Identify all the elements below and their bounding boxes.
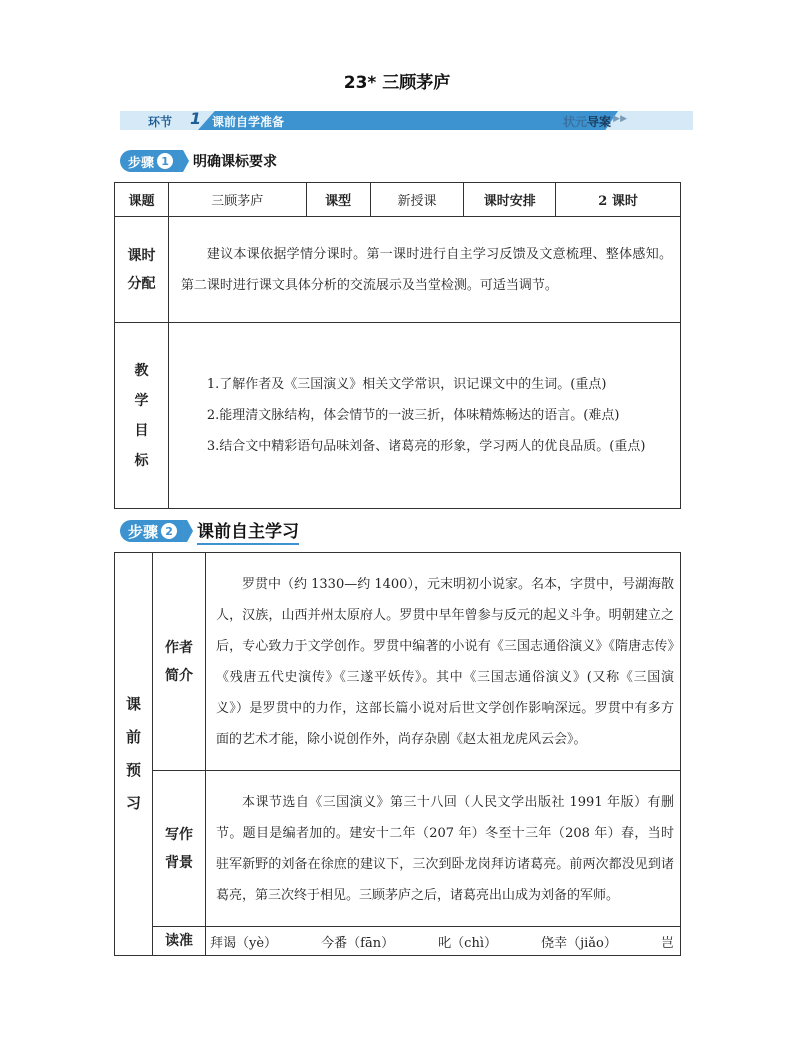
step1-heading — [120, 150, 277, 172]
table-row — [115, 323, 681, 509]
header-cell: 课时安排 — [464, 183, 556, 217]
step1-number-icon: 1 — [157, 153, 173, 169]
double-arrow-icon: ▶▶ — [613, 114, 627, 124]
step1-text: 明确课标要求 — [193, 154, 278, 170]
header-cell: 新授课 — [370, 183, 464, 217]
preview-label: 课 前 预 习 — [115, 553, 153, 956]
author-label: 作者 简介 — [153, 553, 206, 771]
background-text: 本课节选自《三国演义》第三十八回（人民文学出版社 1991 年版）有删节。题目是编者加的。建安十二年（207 年）冬至十三年（208 年）春，当时驻军新野的刘备在徐庶的建议下，三次到卧龙岗拜访诸葛亮。前两次都没见到诸葛亮，第三次终于相见。三顾茅庐之后，诸葛亮出山成为刘备的军师。 — [206, 771, 681, 927]
goal-item: 2.能理清文脉结构，体会情节的一波三折，体味精炼畅达的语言。(难点) — [206, 408, 620, 423]
table-row — [115, 927, 681, 956]
goals-label: 教 学 目 标 — [115, 323, 169, 509]
header-cell: 2 课时 — [556, 183, 681, 217]
step2-pill — [120, 520, 183, 542]
section-banner — [120, 111, 693, 130]
step2-word: 步骤 — [128, 522, 159, 541]
step2-heading — [120, 520, 299, 542]
banner-number: 1 — [190, 109, 202, 128]
header-cell: 三顾茅庐 — [168, 183, 306, 217]
table-row — [115, 771, 681, 927]
author-text: 罗贯中（约 1330—约 1400），元末明初小说家。名本，字贯中，号湖海散人，汉族，山西并州太原府人。罗贯中早年曾参与反元的起义斗争。明朝建立之后，专心致力于文学创作。罗贯中编著的小说有《三国志通俗演义》《隋唐志传》《残唐五代史演传》《三遂平妖传》。其中《三国志通俗演义》(又称《三国演义》）是罗贯中的力作，这部长篇小说对后世文学创作影响深远。罗贯中有多方面的艺术才能，除小说创作外，尚存杂剧《赵太祖龙虎风云会》。 — [206, 553, 681, 771]
step1-cap — [179, 150, 189, 172]
background-label: 写作 背景 — [153, 771, 206, 927]
preview-table — [114, 552, 681, 956]
read-items — [206, 927, 681, 956]
banner-brand: 状元导案 — [562, 115, 611, 129]
read-item: 拜谒（yè） — [210, 935, 278, 951]
read-item: 侥幸（jiǎo） — [541, 935, 617, 951]
table-row — [115, 183, 681, 217]
course-standard-table — [114, 182, 681, 509]
step2-text: 课前自主学习 — [197, 517, 299, 545]
alloc-text: 建议本课依据学情分课时。第一课时进行自主学习反馈及文意梳理、整体感知。第二课时进行课文具体分析的交流展示及当堂检测。可适当调节。 — [168, 217, 680, 323]
banner-label: 环节 — [148, 115, 173, 129]
goal-item: 3.结合文中精彩语句品味刘备、诸葛亮的形象，学习两人的优良品质。(重点) — [206, 439, 646, 454]
step1-word: 步骤 — [128, 155, 155, 171]
table-row — [115, 553, 681, 771]
header-cell: 课题 — [115, 183, 169, 217]
step1-pill — [120, 150, 179, 172]
read-item: 今番（fān） — [321, 935, 395, 951]
step2-number-icon: 2 — [161, 523, 177, 539]
goals-list — [168, 323, 680, 509]
table-row — [115, 217, 681, 323]
step2-cap — [183, 520, 193, 542]
read-item: 岂 — [660, 935, 674, 951]
read-item: 叱（chì） — [438, 935, 497, 951]
banner-subtitle: 课前自学准备 — [212, 115, 285, 129]
page-title: 23* 三顾茅庐 — [343, 73, 451, 93]
header-cell: 课型 — [306, 183, 370, 217]
read-label: 读准 — [153, 927, 206, 956]
alloc-label: 课时 分配 — [115, 217, 169, 323]
goal-item: 1.了解作者及《三国演义》相关文学常识，识记课文中的生词。(重点) — [206, 377, 607, 392]
